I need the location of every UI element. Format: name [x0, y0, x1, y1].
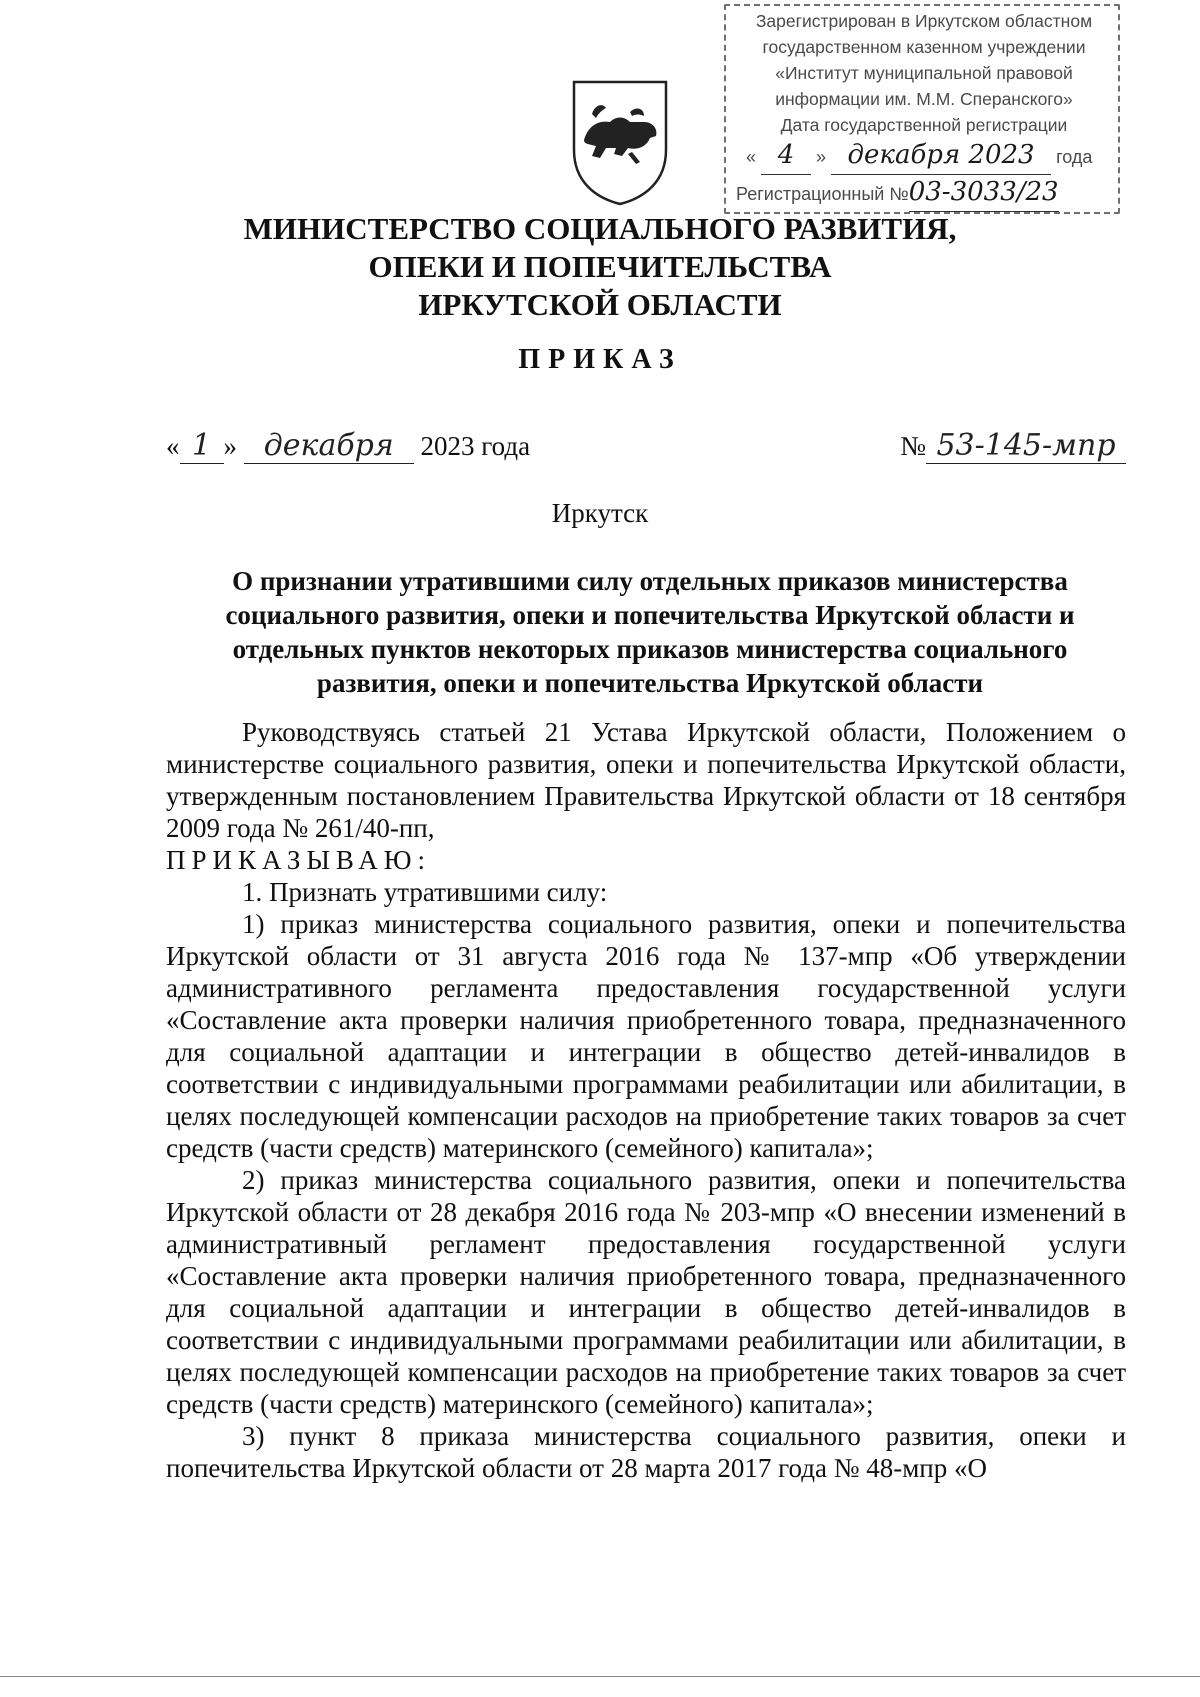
- decree-word: ПРИКАЗЫВАЮ:: [166, 845, 431, 875]
- coat-of-arms-icon: [570, 78, 670, 206]
- order-date-day: 1: [191, 428, 212, 463]
- subitem-2: 2) приказ министерства социального развития, опеки и попечительства Иркутской области от 28 декабря 2016 года № 203-мпр «О внесении изменений в административный регламент предоставления государственной услуги «Составление акта проверки наличия приобретенного товара, предназначенного для социальной адаптации и интеграции в общество детей-инвалидов в соответствии с индивидуальными программами реабилитации или абилитации, в целях последующей компенсации расходов на приобретение таких товаров за счет средств (части средств) материнского (семейного) капитала»;: [166, 1165, 1126, 1419]
- order-number: № 53-145-мпр: [900, 428, 1126, 464]
- order-date-year: 2023 года: [420, 431, 531, 461]
- stamp-line: «Институт муниципальной правовой: [775, 63, 1073, 83]
- order-number-value: 53-145-мпр: [936, 428, 1116, 463]
- order-subject: О признании утратившими силу отдельных приказов министерства социального развития, опеки и попечительства Иркутской области и отдельных пунктов некоторых приказов министерства социального развития, опеки и попечительства Иркутской области: [225, 566, 1075, 698]
- ministry-name: МИНИСТЕРСТВО СОЦИАЛЬНОГО РАЗВИТИЯ, ОПЕКИ И ПОПЕЧИТЕЛЬСТВА ИРКУТСКОЙ ОБЛАСТИ: [243, 211, 957, 322]
- order-body: [166, 716, 1126, 1484]
- stamp-registration-number: Регистрационный №03-3033/23: [736, 175, 1112, 212]
- stamp-date-month: декабря 2023: [847, 140, 1035, 170]
- stamp-line: информации им. М.М. Сперанского»: [775, 89, 1073, 109]
- stamp-date-day: 4: [777, 140, 795, 170]
- item-1: 1. Признать утратившими силу:: [242, 877, 608, 907]
- subitem-1: 1) приказ министерства социального развития, опеки и попечительства Иркутской области от 31 августа 2016 года № 137-мпр «Об утверждении административного регламента предоставления государственной услуги «Составление акта проверки наличия приобретенного товара, предназначенного для социальной адаптации и интеграции в общество детей-инвалидов в соответствии с индивидуальными программами реабилитации или абилитации, в целях последующей компенсации расходов на приобретение таких товаров за счет средств (части средств) материнского (семейного) капитала»;: [166, 909, 1126, 1163]
- preamble-paragraph: Руководствуясь статьей 21 Устава Иркутской области, Положением о министерстве социального развития, опеки и попечительства Иркутской области, утвержденным постановлением Правительства Иркутской области от 18 сентября 2009 года № 261/40-пп,: [166, 717, 1126, 843]
- order-date: « 1 » декабря 2023 года: [166, 428, 531, 463]
- page-edge-line: [0, 1676, 1200, 1677]
- subitem-3: 3) пункт 8 приказа министерства социального развития, опеки и попечительства Иркутской области от 28 марта 2017 года № 48-мпр «О: [166, 1421, 1126, 1483]
- stamp-line: государственном казенном учреждении: [762, 37, 1086, 57]
- city: Иркутск: [551, 498, 649, 528]
- stamp-line: Дата государственной регистрации: [780, 115, 1068, 135]
- registration-stamp: [724, 4, 1120, 214]
- stamp-reg-value: 03-3033/23: [908, 177, 1059, 207]
- stamp-date-suffix: года: [1056, 147, 1093, 167]
- stamp-registration-date: « 4 » декабря 2023 года: [736, 138, 1112, 175]
- stamp-line: Зарегистрирован в Иркутском областном: [755, 11, 1093, 31]
- order-date-month: декабря: [263, 428, 394, 463]
- document-type-title: ПРИКАЗ: [518, 344, 682, 375]
- order-date-number-row: [166, 428, 1126, 476]
